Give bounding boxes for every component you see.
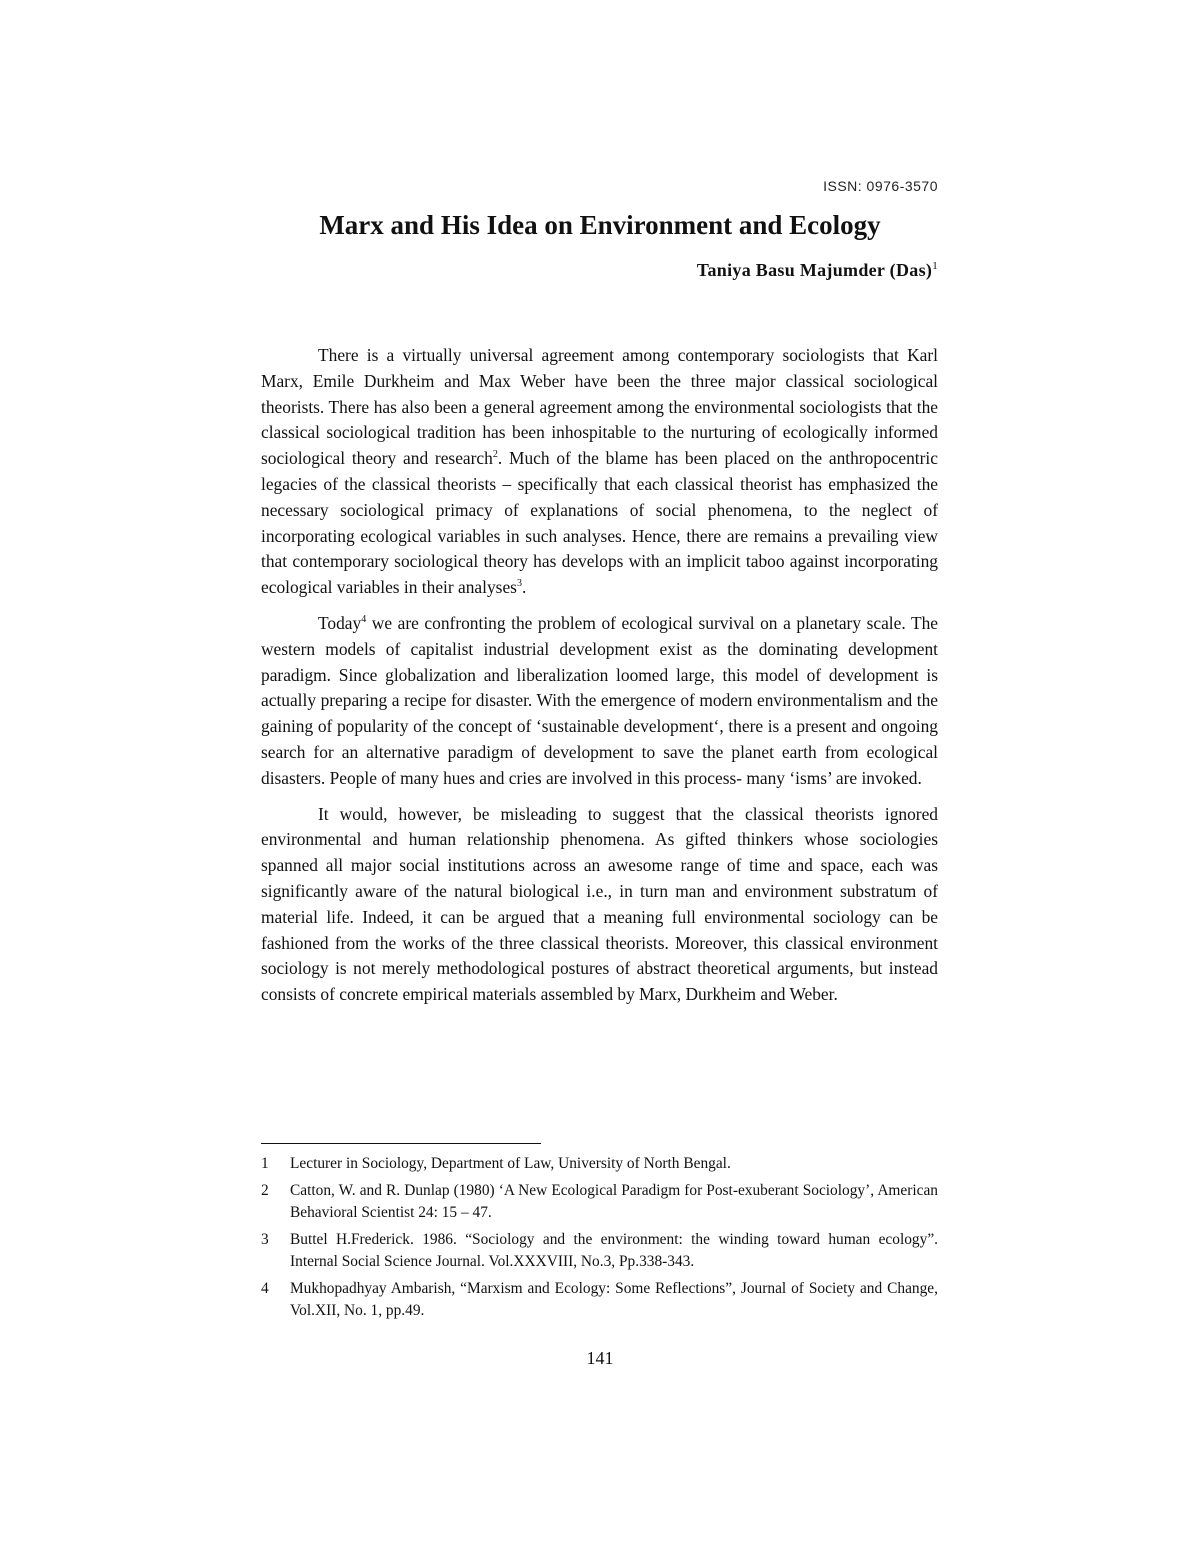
footnote-ref-2: 2 xyxy=(492,449,498,461)
author-name: Taniya Basu Majumder (Das) xyxy=(696,260,933,280)
issn-label: ISSN: 0976-3570 xyxy=(823,178,938,194)
footnote-text: Mukhopadhyay Ambarish, “Marxism and Ecology: Some Reflections”, Journal of Society and Change, Vol.XII, No. 1, pp.49. xyxy=(290,1279,938,1319)
paragraph-2 xyxy=(261,611,938,792)
paragraph-text: we are confronting the problem of ecological survival on a planetary scale. The western models of capitalist industrial development exist as the dominating development paradigm. Since globalization and liberalization loomed large, this model of development is actually preparing a recipe for disaster. With the emergence of modern environmentalism and the gaining of popularity of the concept of ‘sustainable development‘, there is a present and ongoing search for an alternative paradigm of development to save the planet earth from ecological disasters. People of many hues and cries are involved in this process- many ‘isms’ are invoked. xyxy=(261,612,938,788)
footnote-item xyxy=(261,1180,938,1225)
paragraph-text: . xyxy=(521,577,527,598)
footnote-number: 3 xyxy=(261,1230,269,1248)
page-number: 141 xyxy=(586,1348,614,1368)
footnote-item xyxy=(261,1153,938,1176)
footnote-number: 4 xyxy=(261,1279,269,1297)
paragraph-text: Today xyxy=(318,612,362,633)
footnote-number: 2 xyxy=(261,1181,269,1199)
footnote-ref-4: 4 xyxy=(361,614,367,626)
article-body xyxy=(261,343,938,1018)
author-footnote-ref: 1 xyxy=(932,260,938,272)
footnote-text: Catton, W. and R. Dunlap (1980) ‘A New Ecological Paradigm for Post-exuberant Sociology’, American Behavioral Scientist 24: 15 – 47. xyxy=(290,1181,938,1221)
footnote-item xyxy=(261,1229,938,1274)
footnote-number: 1 xyxy=(261,1155,269,1172)
footnotes-section xyxy=(261,1153,938,1327)
footnote-divider xyxy=(261,1143,541,1144)
footnote-item xyxy=(261,1278,938,1323)
footnote-text: Lecturer in Sociology, Department of Law, University of North Bengal. xyxy=(290,1155,731,1172)
paragraph-1 xyxy=(261,343,938,601)
article-title: Marx and His Idea on Environment and Ecology xyxy=(319,210,881,240)
paragraph-3: It would, however, be misleading to suggest that the classical theorists ignored environmental and human relationship phenomena. As gifted thinkers whose sociologies spanned all major social institutions across an awesome range of time and space, each was significantly aware of the natural biological i.e., in turn man and environment substratum of material life. Indeed, it can be argued that a meaning full environmental sociology can be fashioned from the works of the three classical theorists. Moreover, this classical environment sociology is not merely methodological postures of abstract theoretical arguments, but instead consists of concrete empirical materials assembled by Marx, Durkheim and Weber. xyxy=(261,803,938,1005)
author-line xyxy=(697,260,938,281)
paragraph-text: . Much of the blame has been placed on the anthropocentric legacies of the classical theorists – specifically that each classical theorist has emphasized the necessary sociological primacy of explanations of social phenomena, to the neglect of incorporating ecological variables in such analyses. Hence, there are remains a prevailing view that contemporary sociological theory has develops with an implicit taboo against incorporating ecological variables in their analyses xyxy=(261,448,938,598)
paragraph-text: There is a virtually universal agreement among contemporary sociologists that Karl Marx, Emile Durkheim and Max Weber have been the three major classical sociological theorists. There has also been a general agreement among the environmental sociologists that the classical sociological tradition has been inhospitable to the nurturing of ecologically informed sociological theory and research xyxy=(261,345,938,469)
footnote-ref-3: 3 xyxy=(516,578,522,590)
footnote-text: Buttel H.Frederick. 1986. “Sociology and the environment: the winding toward human ecology”. Internal Social Science Journal. Vol.XXXVIII, No.3, Pp.338-343. xyxy=(290,1230,938,1270)
